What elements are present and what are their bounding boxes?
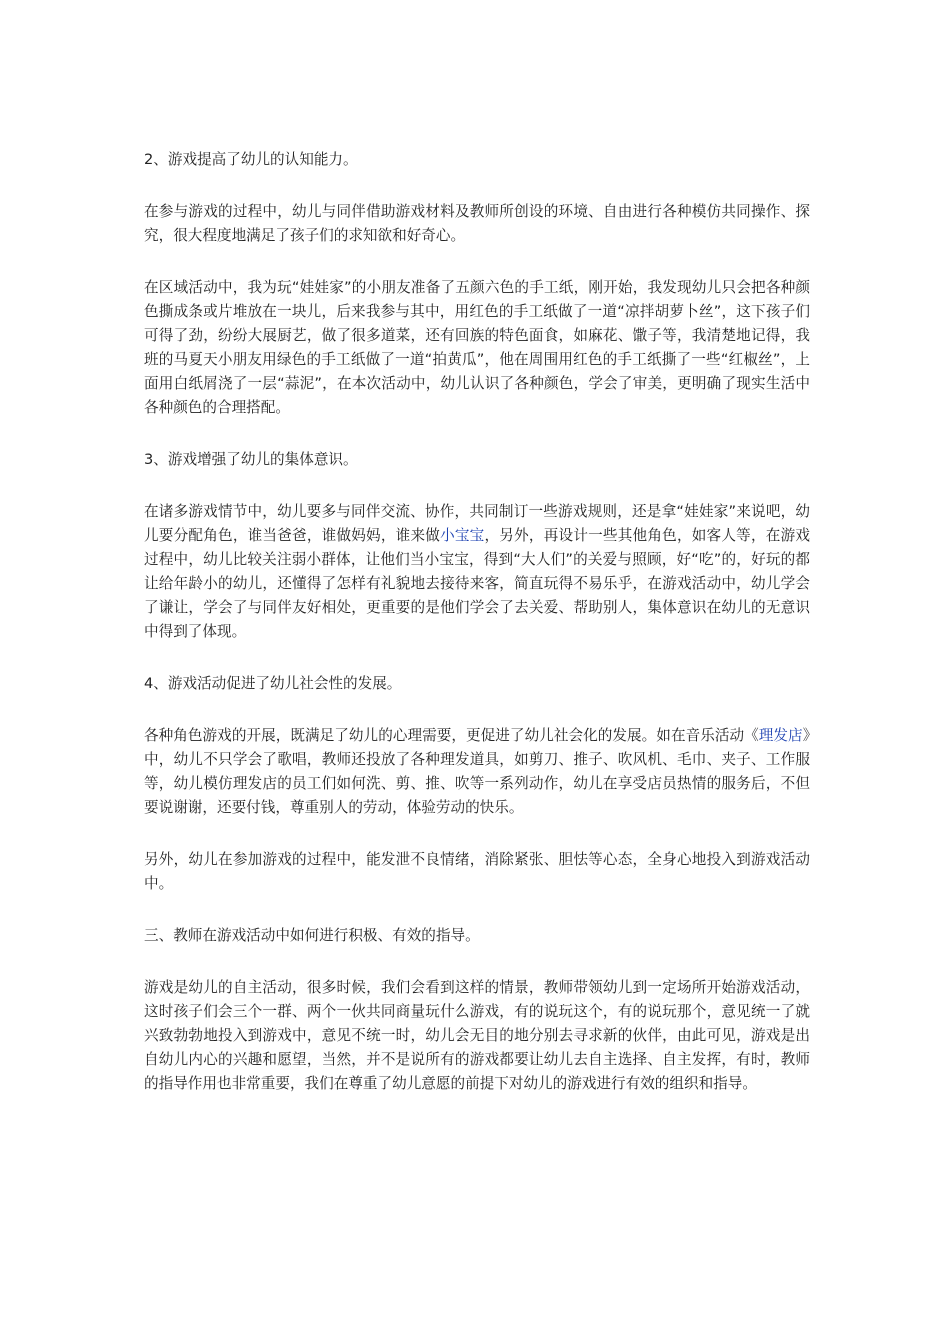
paragraph-3-text-before: 在诸多游戏情节中，幼儿要多与同伴交流、协作，共同制订一些游戏规则，还是拿“娃娃家”来说吧，幼儿要分配角色，谁当爸爸，谁做妈妈，谁来做	[144, 503, 810, 544]
paragraph-3-text-after: ，另外，再设计一些其他角色，如客人等，在游戏过程中，幼儿比较关注弱小群体，让他们当小宝宝，得到“大人们”的关爱与照顾，好“吃”的，好玩的都让给年龄小的幼儿，还懂得了怎样有礼貌地去接待来客，简直玩得不易乐乎，在游戏活动中，幼儿学会了谦让，学会了与同伴友好相处，更重要的是他们学会了去关爱、帮助别人，集体意识在幼儿的无意识中得到了体现。	[144, 527, 810, 640]
paragraph-4a-text-after: 》中，幼儿不只学会了歌唱，教师还投放了各种理发道具，如剪刀、推子、吹风机、毛巾、夹子、工作服等，幼儿模仿理发店的员工们如何洗、剪、推、吹等一系列动作，幼儿在享受店员热情的服务后，不但要说谢谢，还要付钱，尊重别人的劳动，体验劳动的快乐。	[144, 727, 810, 816]
paragraph-4a	[144, 724, 810, 820]
section-heading-3: 3、游戏增强了幼儿的集体意识。	[144, 451, 358, 468]
section-heading-2: 2、游戏提高了幼儿的认知能力。	[144, 151, 358, 168]
document-body	[144, 148, 810, 1124]
paragraph-3	[144, 500, 810, 644]
link-xiao-baobao[interactable]: 小宝宝	[440, 527, 485, 544]
paragraph-4a-text-before: 各种角色游戏的开展，既满足了幼儿的心理需要，更促进了幼儿社会化的发展。如在音乐活动《	[144, 727, 759, 744]
link-lifadian[interactable]: 理发店	[758, 727, 803, 744]
paragraph-4b: 另外，幼儿在参加游戏的过程中，能发泄不良情绪，消除紧张、胆怯等心态，全身心地投入到游戏活动中。	[144, 851, 810, 892]
paragraph-2a: 在参与游戏的过程中，幼儿与同伴借助游戏材料及教师所创设的环境、自由进行各种模仿共同操作、探究，很大程度地满足了孩子们的求知欲和好奇心。	[144, 203, 810, 244]
section-heading-three: 三、教师在游戏活动中如何进行积极、有效的指导。	[144, 927, 480, 944]
paragraph-section-three: 游戏是幼儿的自主活动，很多时候，我们会看到这样的情景，教师带领幼儿到一定场所开始游戏活动，这时孩子们会三个一群、两个一伙共同商量玩什么游戏，有的说玩这个，有的说玩那个，意见统一了就兴致勃勃地投入到游戏中，意见不统一时，幼儿会无目的地分别去寻求新的伙伴，由此可见，游戏是出自幼儿内心的兴趣和愿望，当然，并不是说所有的游戏都要让幼儿去自主选择、自主发挥，有时，教师的指导作用也非常重要，我们在尊重了幼儿意愿的前提下对幼儿的游戏进行有效的组织和指导。	[144, 979, 810, 1092]
paragraph-2b: 在区域活动中，我为玩“娃娃家”的小朋友准备了五颜六色的手工纸，刚开始，我发现幼儿只会把各种颜色撕成条或片堆放在一块儿，后来我参与其中，用红色的手工纸做了一道“凉拌胡萝卜丝”，这下孩子们可得了劲，纷纷大展厨艺，做了很多道菜，还有回族的特色面食，如麻花、馓子等，我清楚地记得，我班的马夏天小朋友用绿色的手工纸做了一道“拍黄瓜”，他在周围用红色的手工纸撕了一些“红椒丝”，上面用白纸屑浇了一层“蒜泥”，在本次活动中，幼儿认识了各种颜色，学会了审美，更明确了现实生活中各种颜色的合理搭配。	[144, 279, 810, 416]
section-heading-4: 4、游戏活动促进了幼儿社会性的发展。	[144, 675, 402, 692]
